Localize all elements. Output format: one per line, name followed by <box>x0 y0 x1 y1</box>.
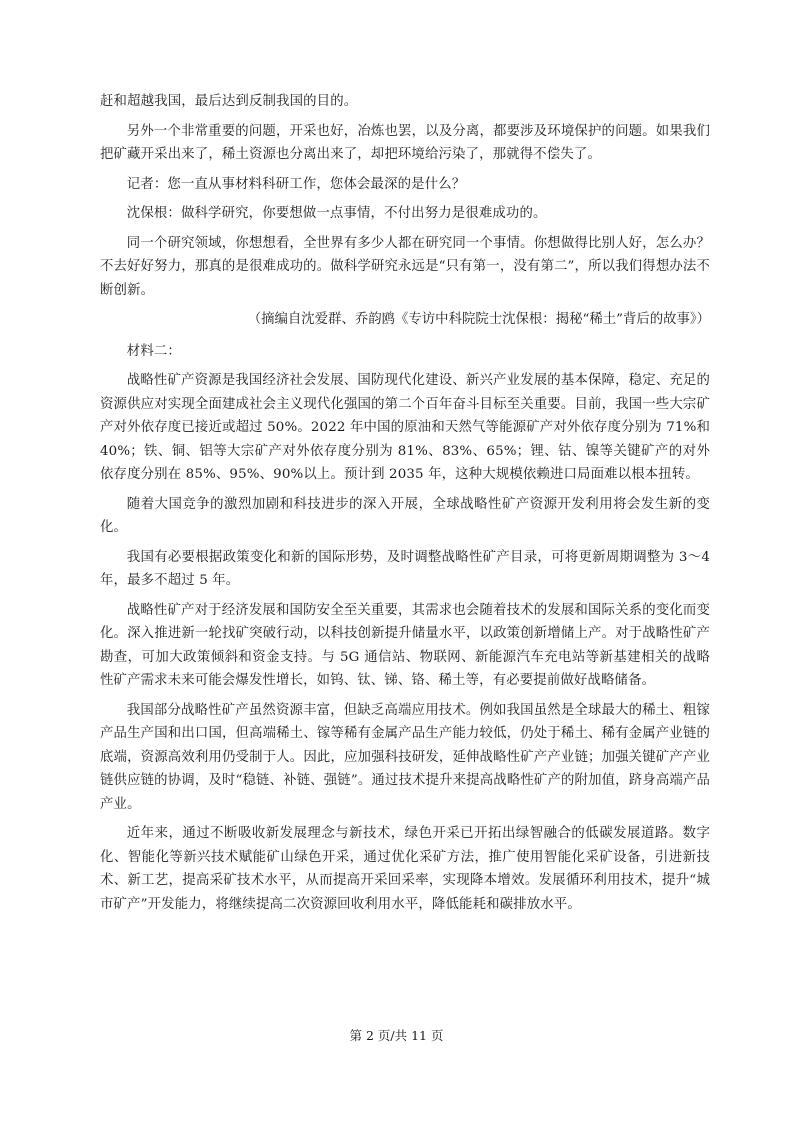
paragraph-high-end-tech: 我国部分战略性矿产虽然资源丰富，但缺乏高端应用技术。例如我国虽然是全球最大的稀土、粗镓产品生产国和出口国，但高端稀土、镓等稀有金属产品生产能力较低，仍处于稀土、稀有金属产业链的底端，资源高效利用仍受制于人。因此，应加强科技研发，延伸战略性矿产产业链；加强关键矿产产业链供应链的协调，及时“稳链、补链、强链”。通过技术提升来提高战略性矿产的附加值，跻身高端产品产业。 <box>100 702 710 812</box>
paragraph-continuation: 赶和超越我国，最后达到反制我国的目的。 <box>100 94 358 109</box>
paragraph-reporter-question: 记者：您一直从事材料科研工作，您体会最深的是什么？ <box>126 176 466 192</box>
paragraph-environment: 另外一个非常重要的问题，开采也好，冶炼也罢，以及分离，都要涉及环境保护的问题。如果我们把矿藏开采出来了，稀土资源也分离出来了，却把环境给污染了，那就得不偿失了。 <box>100 123 710 162</box>
paragraph-green-mining: 近年来，通过不断吸收新发展理念与新技术，绿色开采已开拓出绿智融合的低碳发展道路。数字化、智能化等新兴技术赋能矿山绿色开采，通过优化采矿方法，推广使用智能化采矿设备，引进新技术、新工艺，提高采矿技术水平，从而提高开采回采率，实现降本增效。发展循环利用技术，提升“城市矿产”开发能力，将继续提高二次资源回收利用水平，降低能耗和碳排放水平。 <box>100 826 710 912</box>
paragraph-demand-reserves: 战略性矿产对于经济发展和国防安全至关重要，其需求也会随着技术的发展和国际关系的变化而变化。深入推进新一轮找矿突破行动，以科技创新提升储量水平，以政策创新增储上产。对于战略性矿产勘查，可加大政策倾斜和资金支持。与 5G 通信站、物联网、新能源汽车充电站等新基建相关的战略性矿产需求未来可能会爆发性增长，如钨、钛、锑、铬、稀土等，有必要提前做好战略储备。 <box>100 602 710 688</box>
material-two-heading: 材料二： <box>126 343 181 359</box>
paragraph-catalog-update: 我国有必要根据政策变化和新的国际形势，及时调整战略性矿产目录，可将更新周期调整为 3～4 年，最多不超过 5 年。 <box>100 549 710 588</box>
page-footer: 第 2 页/共 11 页 <box>349 1028 444 1043</box>
source-citation: （摘编自沈爱群、乔韵鸥《专访中科院院士沈保根：揭秘“稀土”背后的故事》） <box>247 312 710 327</box>
paragraph-strategic-minerals: 战略性矿产资源是我国经济社会发展、国防现代化建设、新兴产业发展的基本保障，稳定、充足的资源供应对实现全面建成社会主义现代化强国的第二个百年奋斗目标至关重要。目前，我国一些大宗矿产对外依存度已接近或超过 50%。2022 年中国的原油和天然气等能源矿产对外依存度分别为 71%和 40%；铁、铜、铝等大宗矿产对外依存度分别为 81%、83%、65%；锂、钴、镍等关键矿产的对外依存度分别在 85%、95%、90%以上。预计到 2035 年，这种大规模依赖进口局面难以根本扭转。 <box>100 373 710 482</box>
paragraph-innovation: 同一个研究领域，你想想看，全世界有多少人都在研究同一个事情。你想做得比别人好，怎么办？不去好好努力，那真的是很难成功的。做科学研究永远是“只有第一，没有第二”，所以我们得想办法不断创新。 <box>100 235 710 298</box>
paragraph-shen-answer: 沈保根：做科学研究，你要想做一点事情，不付出努力是很难成功的。 <box>126 206 547 221</box>
article-body <box>100 90 710 922</box>
paragraph-global-change: 随着大国竞争的激烈加剧和科技进步的深入开展，全球战略性矿产资源开发利用将会发生新的变化。 <box>100 496 710 535</box>
